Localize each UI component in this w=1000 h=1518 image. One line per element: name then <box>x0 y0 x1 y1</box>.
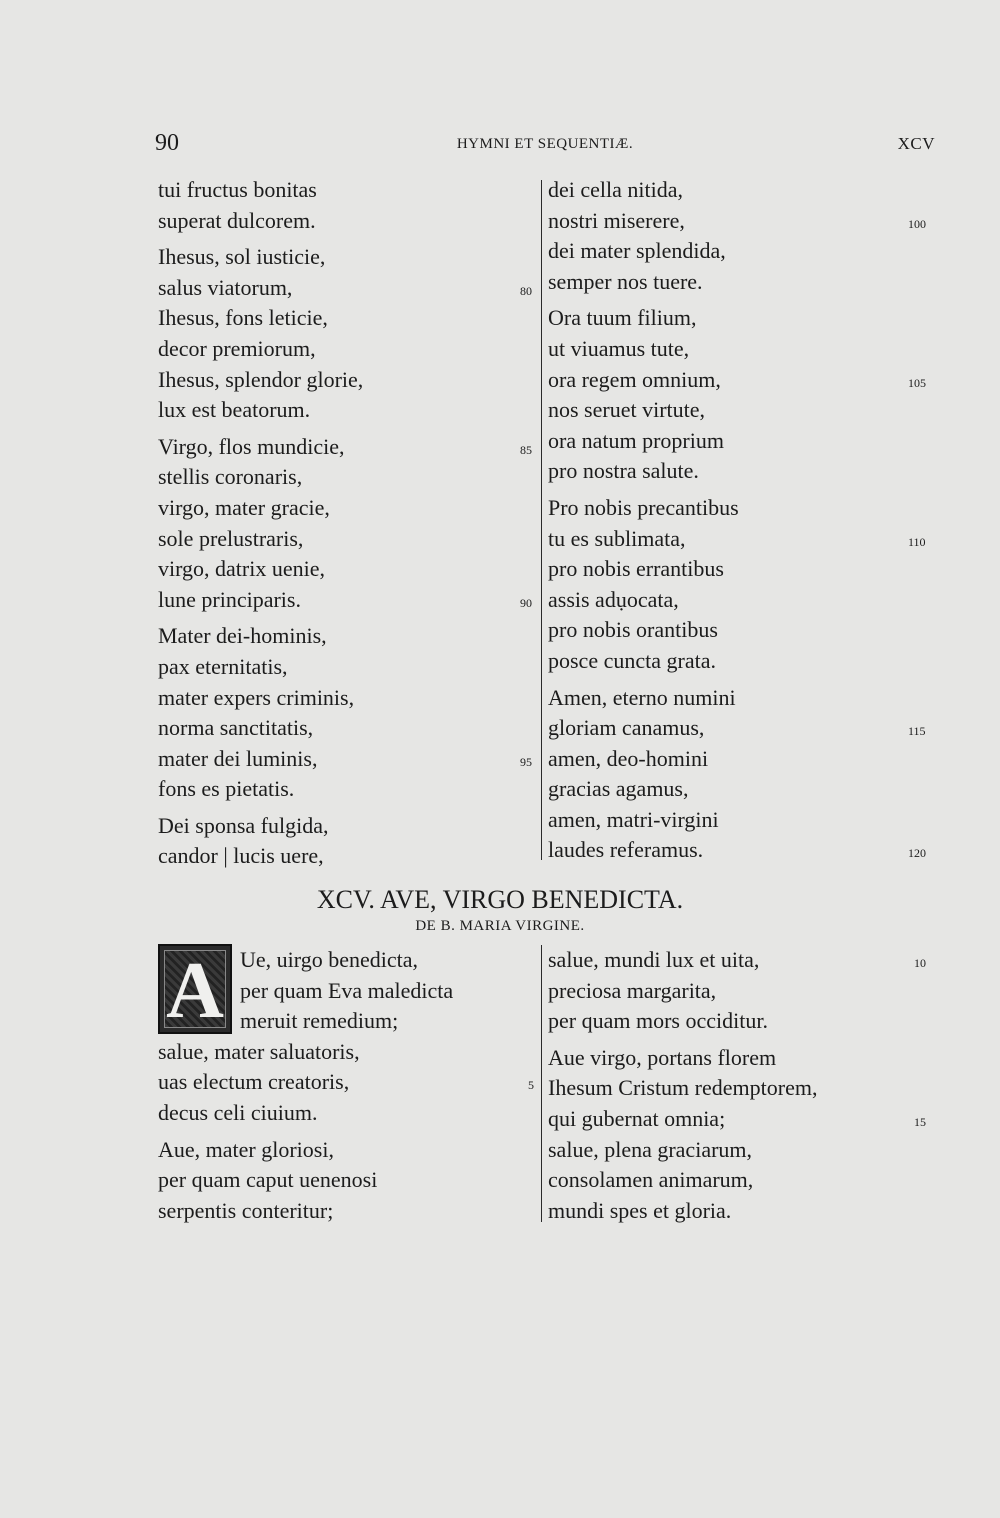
verse-line: posce cuncta grata. <box>548 647 716 673</box>
verse-text: gloriam canamus, <box>548 715 705 741</box>
verse-line: meruit remedium; <box>240 1008 399 1034</box>
verse-line: salue, mater saluatoris, <box>158 1038 360 1064</box>
verse-line: Ihesum Cristum redemptorem, <box>548 1075 818 1101</box>
verse-line: pro nobis errantibus <box>548 556 724 582</box>
verse-line <box>158 273 538 304</box>
verse-line: amen, matri-virgini <box>548 806 719 832</box>
verse-line: dei cella nitida, <box>548 177 683 202</box>
column-divider <box>541 180 542 860</box>
verse-line <box>548 713 938 744</box>
page-number: 90 <box>155 130 179 156</box>
verse-line: Amen, eterno numini <box>548 684 736 710</box>
verse-line <box>548 365 938 396</box>
verse-line: tui fructus bonitas <box>158 177 317 202</box>
verse-line: norma sanctitatis, <box>158 715 314 741</box>
line-number: 85 <box>520 442 532 457</box>
hymn-number: XCV <box>897 134 935 153</box>
verse-line: stellis coronaris, <box>158 464 303 490</box>
verse-line: per quam caput uenenosi <box>158 1167 378 1193</box>
line-number: 10 <box>914 956 926 970</box>
verse-line: mundi spes et gloria. <box>548 1197 732 1223</box>
verse-line: amen, deo-homini <box>548 745 709 771</box>
verse-text: Virgo, flos mundicie, <box>158 433 345 459</box>
verse-line: virgo, mater gracie, <box>158 494 330 520</box>
verse-line: Aue virgo, portans florem <box>548 1044 777 1070</box>
hymn-subtitle: DE B. MARIA VIRGINE. <box>415 918 585 934</box>
verse-text: lune principaris. <box>158 586 301 612</box>
verse-line <box>158 1067 538 1098</box>
verse-line: Ora tuum filium, <box>548 305 697 331</box>
verse-text: mater dei luminis, <box>158 745 318 771</box>
verse-line: Dei sponsa fulgida, <box>158 812 329 838</box>
line-number: 105 <box>908 375 926 390</box>
hymn-title: XCV. AVE, VIRGO BENEDICTA. <box>316 885 684 914</box>
line-number: 90 <box>520 595 532 610</box>
running-header <box>155 130 935 160</box>
line-number: 110 <box>908 534 926 549</box>
line-number: 115 <box>908 724 926 739</box>
verse-line: nos seruet virtute, <box>548 397 706 423</box>
verse-line: superat dulcorem. <box>158 207 316 233</box>
verse-line <box>548 524 938 555</box>
verse-line: Ihesus, sol iusticie, <box>158 244 326 270</box>
verse-line <box>158 585 538 616</box>
verse-line: Mater dei-hominis, <box>158 623 327 649</box>
line-number: 120 <box>908 846 926 861</box>
line-number: 100 <box>908 216 926 231</box>
verse-line: Ihesus, splendor glorie, <box>158 366 364 392</box>
verse-line: Ue, uirgo benedicta, <box>240 947 418 972</box>
verse-line: dei mater splendida, <box>548 238 726 264</box>
lower-left-column <box>158 945 538 1226</box>
verse-text: uas electum creatoris, <box>158 1069 350 1095</box>
verse-text: qui gubernat omnia; <box>548 1105 726 1131</box>
verse-line: assis adụocata, <box>548 586 679 612</box>
lower-right-column <box>548 945 938 1226</box>
column-divider <box>541 945 542 1222</box>
verse-line: consolamen animarum, <box>548 1167 754 1193</box>
verse-line: mater expers criminis, <box>158 684 355 710</box>
verse-line <box>548 206 938 237</box>
verse-line <box>548 835 938 866</box>
dropcap-letter: A <box>166 947 224 1034</box>
verse-line: semper nos tuere. <box>548 268 703 294</box>
running-title: HYMNI ET SEQUENTIÆ. <box>456 136 634 152</box>
verse-text: salus viatorum, <box>158 274 293 300</box>
verse-line: ut viuamus tute, <box>548 335 690 361</box>
line-number: 95 <box>520 754 532 769</box>
verse-line: pro nostra salute. <box>548 458 699 484</box>
verse-text: laudes referamus. <box>548 837 704 863</box>
verse-line: Aue, mater gloriosi, <box>158 1136 334 1162</box>
line-number: 5 <box>528 1078 534 1093</box>
verse-line: sole prelustraris, <box>158 525 304 551</box>
verse-line: decor premiorum, <box>158 335 316 361</box>
upper-right-column <box>548 175 938 866</box>
verse-line <box>158 744 538 775</box>
verse-line: gracias agamus, <box>548 776 689 802</box>
verse-line: candor | lucis uere, <box>158 843 324 869</box>
verse-line: lux est beatorum. <box>158 397 311 423</box>
verse-line <box>548 1104 938 1135</box>
line-number: 80 <box>520 283 532 298</box>
verse-line <box>548 945 938 976</box>
verse-line: decus celi ciuium. <box>158 1099 318 1125</box>
verse-line: serpentis conteritur; <box>158 1197 334 1223</box>
verse-line: pax eternitatis, <box>158 653 288 679</box>
verse-line: salue, plena graciarum, <box>548 1136 753 1162</box>
verse-line: ora natum proprium <box>548 427 724 453</box>
verse-line: Ihesus, fons leticie, <box>158 305 328 331</box>
verse-line <box>158 432 538 463</box>
verse-line: per quam mors occiditur. <box>548 1008 768 1034</box>
verse-text: ora regem omnium, <box>548 366 721 392</box>
upper-left-column <box>158 175 538 872</box>
verse-line: per quam Eva maledicta <box>240 977 454 1003</box>
verse-text: nostri miserere, <box>548 207 685 233</box>
line-number: 15 <box>914 1114 926 1129</box>
verse-line: fons es pietatis. <box>158 776 295 802</box>
verse-line: preciosa margarita, <box>548 977 717 1003</box>
verse-line: pro nobis orantibus <box>548 617 718 643</box>
verse-line: Pro nobis precantibus <box>548 494 739 520</box>
verse-text: salue, mundi lux et uita, <box>548 947 760 972</box>
verse-text: tu es sublimata, <box>548 525 686 551</box>
verse-line: virgo, datrix uenie, <box>158 556 325 582</box>
